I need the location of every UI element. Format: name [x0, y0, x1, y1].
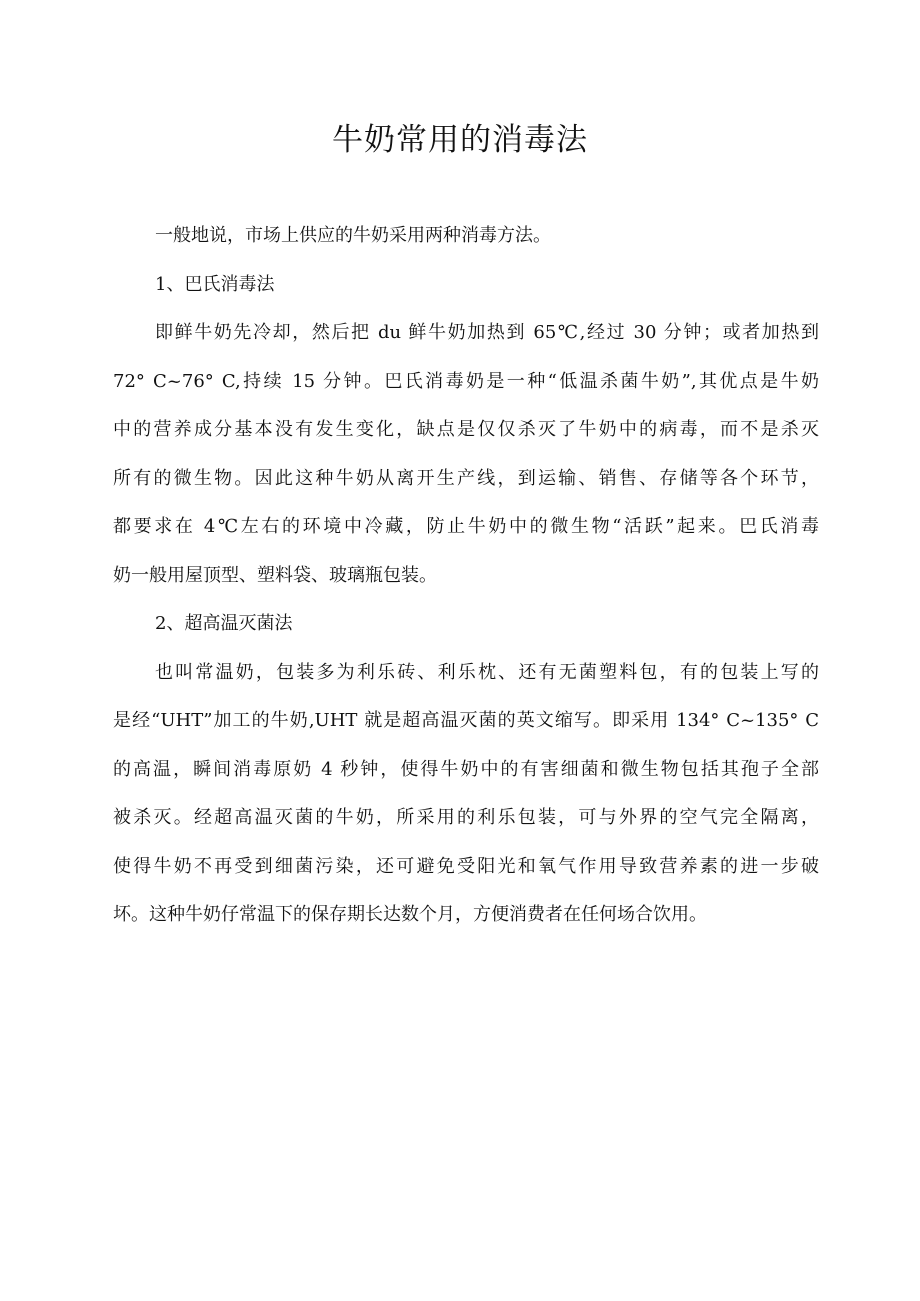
section-1-paragraph: [113, 309, 819, 600]
paragraph-line: 也叫常温奶，包装多为利乐砖、利乐枕、还有无菌塑料包，有的包装上写的: [155, 661, 819, 683]
section-2-heading: 2、超高温灭菌法: [155, 613, 293, 634]
document-title: 牛奶常用的消毒法: [332, 122, 588, 158]
paragraph-line: 的高温，瞬间消毒原奶 4 秒钟，使得牛奶中的有害细菌和微生物包括其孢子全部: [113, 758, 819, 780]
document-body: [113, 212, 819, 940]
paragraph-line: 被杀灭。经超高温灭菌的牛奶，所采用的利乐包装，可与外界的空气完全隔离，: [113, 807, 819, 828]
paragraph-line: 奶一般用屋顶型、塑料袋、玻璃瓶包装。: [113, 564, 437, 586]
paragraph-line: 中的营养成分基本没有发生变化，缺点是仅仅杀灭了牛奶中的病毒，而不是杀灭: [113, 419, 819, 440]
intro-paragraph: 一般地说，市场上供应的牛奶采用两种消毒方法。: [155, 225, 551, 246]
paragraph-line: 都要求在 4℃左右的环境中冷藏，防止牛奶中的微生物“活跃”起来。巴氏消毒: [113, 516, 819, 537]
paragraph-line: 所有的微生物。因此这种牛奶从离开生产线，到运输、销售、存储等各个环节，: [113, 467, 819, 489]
paragraph-line: 72° C~76° C,持续 15 分钟。巴氏消毒奶是一种“低温杀菌牛奶”,其优点是牛奶: [113, 370, 819, 392]
paragraph-line: 坏。这种牛奶仔常温下的保存期长达数个月，方便消费者在任何场合饮用。: [113, 904, 707, 925]
section-2-paragraph: [113, 649, 819, 940]
section-1-heading: 1、巴氏消毒法: [155, 273, 275, 295]
paragraph-line: 是经“UHT”加工的牛奶,UHT 就是超高温灭菌的英文缩写。即采用 134° C~135° C: [113, 710, 819, 731]
paragraph-line: 即鲜牛奶先冷却，然后把 du 鲜牛奶加热到 65℃,经过 30 分钟；或者加热到: [155, 322, 819, 343]
paragraph-line: 使得牛奶不再受到细菌污染，还可避免受阳光和氧气作用导致营养素的进一步破: [113, 855, 819, 877]
